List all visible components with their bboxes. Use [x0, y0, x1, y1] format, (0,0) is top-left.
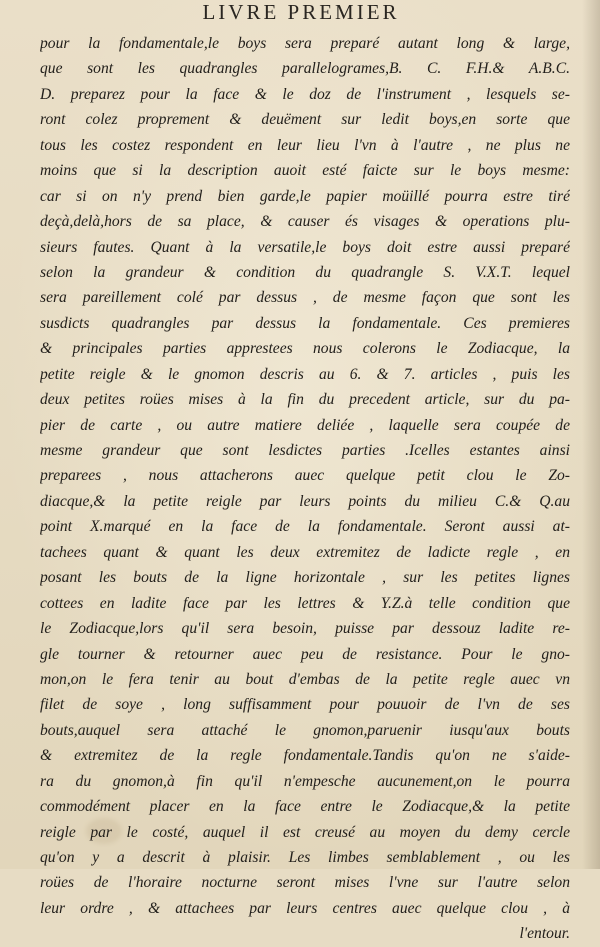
text-line: diacque,& la petite reigle par leurs points du milieu C.& Q.au [40, 492, 570, 510]
page-edge-shadow [582, 0, 600, 869]
text-line: leur ordre , & attachees par leurs centres auec quelque clou , à [40, 899, 570, 917]
text-line: bouts,auquel sera attaché le gnomon,paruenir iusqu'aux bouts [40, 721, 570, 739]
text-line: sera pareillement colé par dessus , de mesme façon que sont les [40, 289, 570, 307]
text-line: posant les bouts de la ligne horizontale , sur les petites lignes [40, 569, 570, 587]
text-line: mon,on le fera tenir au bout d'embas de la petite regle auec vn [40, 670, 570, 688]
text-line: ront colez proprement & deuëment sur ledit boys,en sorte que [40, 111, 570, 129]
text-line: susdicts quadrangles par dessus la fondamentale. Ces premieres [40, 314, 570, 332]
catchword: l'entour. [519, 925, 570, 943]
text-line: tous les costez respondent en leur lieu l'vn à l'autre , ne plus ne [40, 136, 570, 154]
text-line: le Zodiacque,lors qu'il sera besoin, puisse par dessouz ladite re- [40, 620, 570, 638]
text-line: & principales parties apprestees nous colerons le Zodiacque, la [40, 340, 570, 358]
text-line: pier de carte , ou autre matiere deliée , laquelle sera coupée de [40, 416, 570, 434]
text-line: gle tourner & retourner auec peu de resistance. Pour le gno- [40, 645, 570, 663]
text-line: qu'on y a descrit à plaisir. Les limbes semblablement , ou les [40, 849, 570, 866]
text-line: que sont les quadrangles parallelogrames,B. C. F.H.& A.B.C. [40, 60, 570, 78]
text-line: preparees , nous attacherons auec quelque petit clou le Zo- [40, 467, 570, 485]
text-line: tachees quant & quant les deux extremitez de ladicte regle , en [40, 543, 570, 561]
text-line: moins que si la description auoit esté faicte sur le boys mesme: [40, 162, 570, 180]
text-line: sieurs fautes. Quant à la versatile,le boys doit estre aussi preparé [40, 238, 570, 256]
text-line: petite reigle & le gnomon descris au 6. & 7. articles , puis les [40, 365, 570, 383]
text-line: reigle par le costé, auquel il est creusé au moyen du demy cercle [40, 823, 570, 841]
text-line: deçà,delà,hors de sa place, & causer és visages & operations plu- [40, 213, 570, 231]
text-line: deux petites roües mises à la fin du precedent article, sur du pa- [40, 391, 570, 409]
text-line: filet de soye , long suffisamment pour pouuoir de l'vn de ses [40, 696, 570, 714]
text-line: D. preparez pour la face & le doz de l'instrument , lesquels se- [40, 85, 570, 103]
text-line: roües de l'horaire nocturne seront mises l'vne sur l'autre selon [40, 874, 570, 892]
text-line: cottees en ladite face par les lettres & Y.Z.à telle condition que [40, 594, 570, 612]
text-line: car si on n'y prend bien garde,le papier moüillé pourra estre tiré [40, 187, 570, 205]
body-text [40, 31, 570, 947]
text-line: mesme grandeur que sont lesdictes parties .Icelles estantes ainsi [40, 442, 570, 459]
text-line: point X.marqué en la face de la fondamentale. Seront aussi at- [40, 518, 570, 536]
text-line: pour la fondamentale,le boys sera preparé autant long & large, [40, 35, 570, 52]
running-head: LIVRE PREMIER [202, 0, 400, 24]
text-line: selon la grandeur & condition du quadrangle S. V.X.T. lequel [40, 263, 570, 281]
text-line: & extremitez de la regle fondamentale.Tandis qu'on ne s'aide- [40, 747, 570, 765]
text-line: commodément placer en la face entre le Zodiacque,& la petite [40, 798, 570, 816]
text-line: ra du gnomon,à fin qu'il n'empesche aucunement,on le pourra [40, 772, 570, 790]
